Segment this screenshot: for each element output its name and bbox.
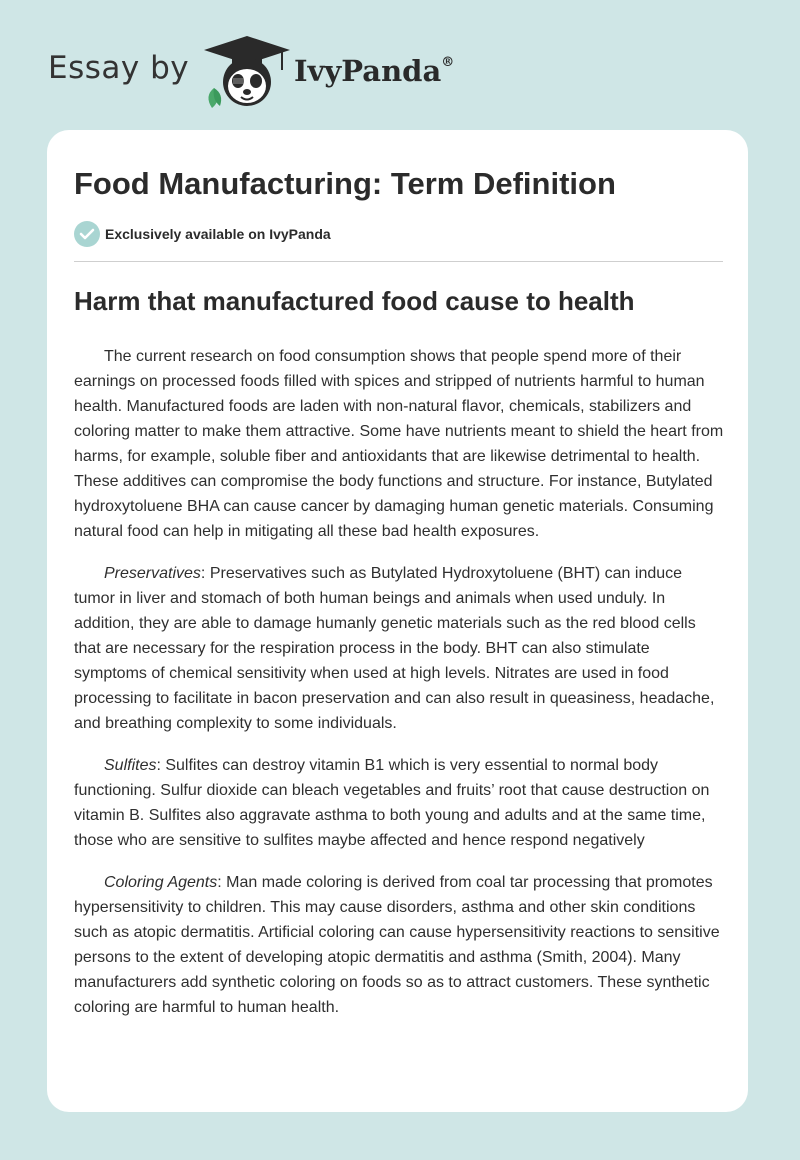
registered-mark: ® — [441, 55, 455, 71]
paragraph-intro: The current research on food consumption shows that people spend more of their earnings on processed foods filled with spices and stripped of nutrients harmful to human health. Manufactured foods are laden with non-natural flavor, chemicals, stabilizers and coloring matter to make them attractive. Some have nutrients meant to shield the heart from harms, for example, soluble fiber and antioxidants that are likewise detrimental to health. These additives can compromise the body functions and structure. For instance, Butylated hydroxytoluene BHA can cause cancer by damaging human genetic materials. Consuming natural food can help in mitigating all these bad health exposures. — [74, 348, 724, 540]
exclusive-label: Exclusively available on IvyPanda — [105, 226, 331, 242]
check-icon — [74, 221, 100, 247]
brand-name[interactable]: IvyPanda® — [294, 54, 455, 88]
article-body — [74, 344, 726, 1037]
term-sulfites: Sulfites — [104, 757, 157, 774]
section-heading: Harm that manufactured food cause to health — [74, 286, 635, 316]
divider — [74, 261, 723, 262]
exclusive-badge — [74, 221, 331, 247]
paragraph-coloring-agents: Coloring Agents: Man made coloring is derived from coal tar processing that promotes hypersensitivity to children. This may cause disorders, asthma and other skin conditions such as atopic dermatitis. Artificial coloring can cause hypersensitivity reactions to sensitive persons to the extent of developing atopic dermatitis and asthma (Smith, 2004). Many manufacturers add synthetic coloring on foods so as to attract customers. These synthetic coloring are harmful to human health. — [74, 874, 720, 1016]
page-title: Food Manufacturing: Term Definition — [74, 166, 616, 201]
site-header — [48, 34, 748, 114]
panda-logo-icon[interactable] — [202, 34, 292, 110]
paragraph-preservatives: Preservatives: Preservatives such as Butylated Hydroxytoluene (BHT) can induce tumor in liver and stomach of both human beings and animals when used unduly. In addition, they are able to damage humanly genetic materials such as the red blood cells that are necessary for the respiration process in the body. BHT can also stimulate symptoms of chemical sensitivity when used at high levels. Nitrates are used in food processing to facilitate in bacon preservation and can also result in queasiness, headache, and breathing complexity to some individuals. — [74, 565, 715, 732]
paragraph-sulfites: Sulfites: Sulfites can destroy vitamin B1 which is very essential to normal body functioning. Sulfur dioxide can bleach vegetables and fruits’ root that cause destruction on vitamin B. Sulfites also aggravate asthma to both young and adults and at the same time, those who are sensitive to sulfites maybe affected and hence respond negatively — [74, 757, 710, 849]
article-card — [47, 130, 748, 1112]
term-preservatives: Preservatives — [104, 565, 201, 582]
essay-by-label: Essay by — [48, 50, 190, 86]
term-coloring-agents: Coloring Agents — [104, 874, 218, 891]
